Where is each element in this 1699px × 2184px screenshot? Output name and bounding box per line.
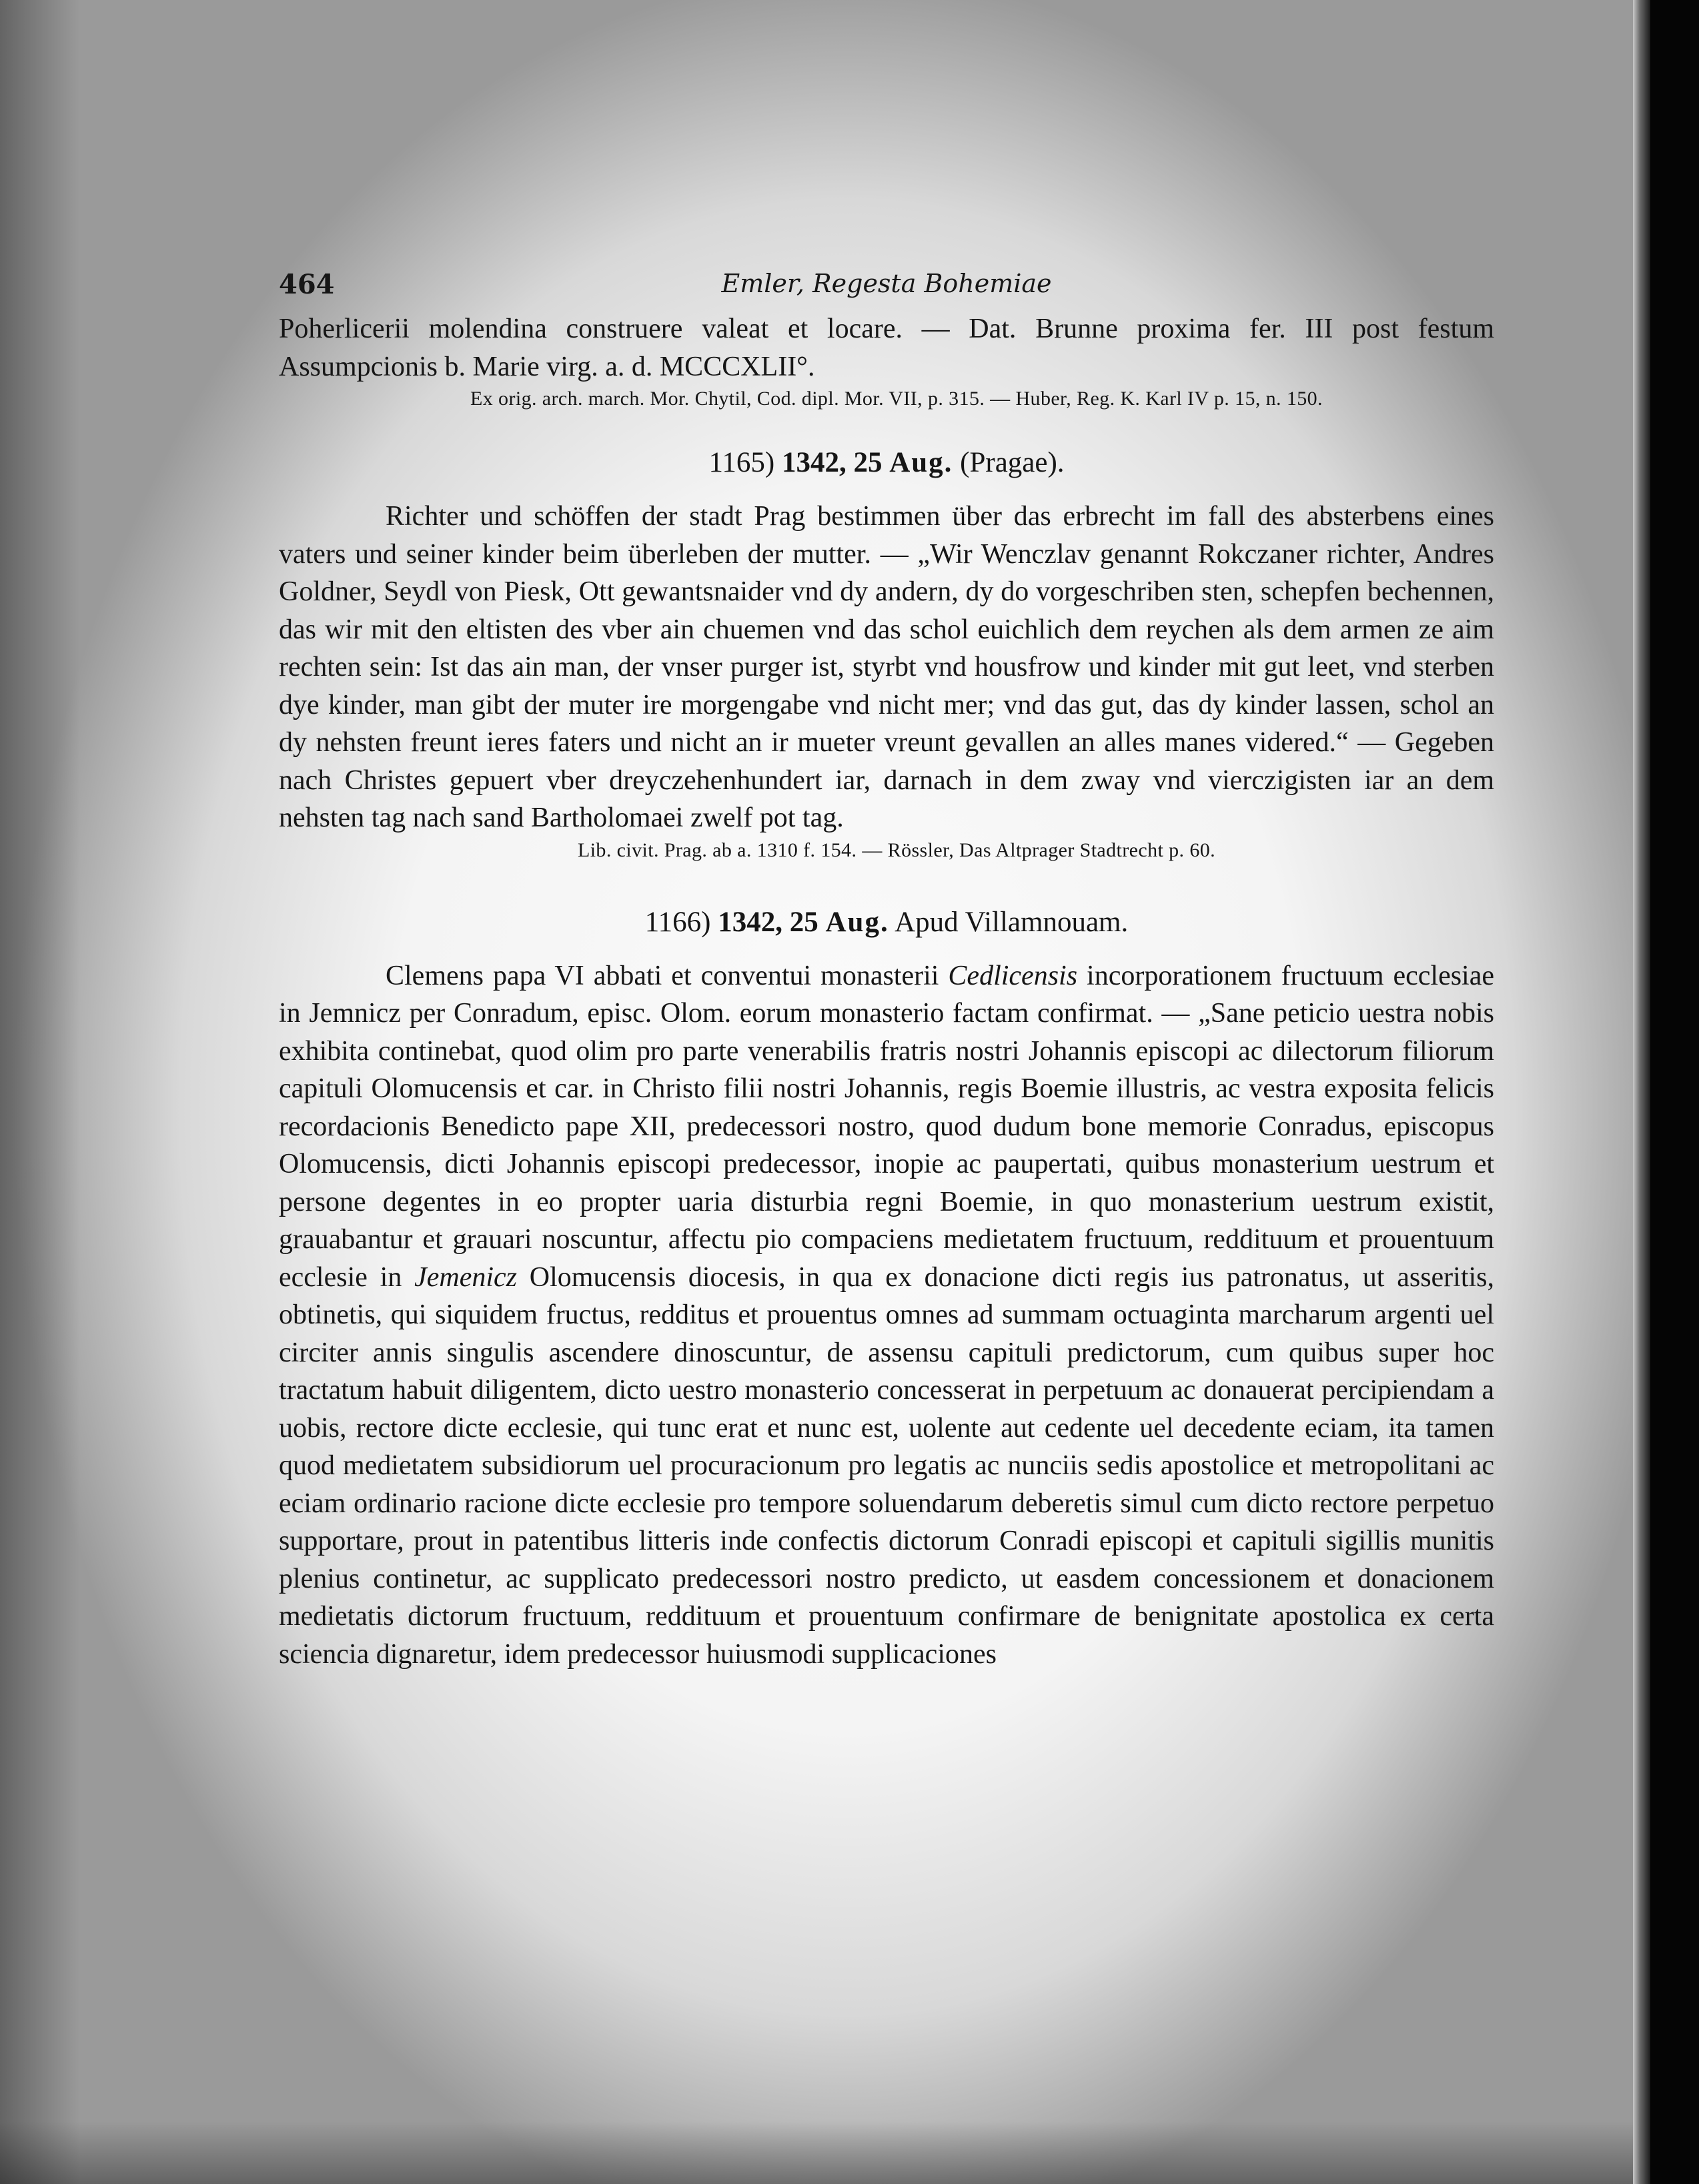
- left-edge-shadow: [0, 0, 80, 2184]
- entry-date: 1342, 25: [781, 447, 883, 478]
- page-number: 464: [279, 269, 335, 300]
- entry-1165-text: Richter und schöffen der stadt Prag bestimmen über das erbrecht im fall des absterbens eines vaters und seiner kinder beim überleben der mutter. — „Wir Wenczlav genannt Rokczaner richter, Andres Goldner, Seydl von Piesk, Ott gewantsnaider vnd dy andern, dy do vorgeschriben sten, schepfen bechennen, das wir mit den eltisten des vber ain chuemen vnd das schol euichlich dem reychen als dem armen ze aim rechten sein: Ist das ain man, der vnser purger ist, styrbt vnd housfrow und kinder mit gut leet, vnd sterben dye kinder, man gibt der muter ire morgengabe vnd nicht mer; vnd das gut, das dy kinder lassen, schol an dy nehsten freunt ieres faters und nicht an ir mueter vreunt gevallen an alles manes videred.“ — Gegeben nach Christes gepuert vber dreyczehenhundert iar, darnach in dem zway vnd vierczigisten iar an dem nehsten tag nach sand Bartholomaei zwelf pot tag.: [279, 501, 1494, 833]
- page-content: [279, 263, 1494, 1673]
- entry-1166-heading: [279, 903, 1494, 943]
- entry-month: Aug.: [825, 906, 889, 938]
- entry-month: Aug.: [889, 447, 953, 478]
- page-header: [279, 263, 1494, 310]
- italic-place-name: Jemenicz: [414, 1261, 518, 1293]
- entry-place: Apud Villamnouam.: [895, 906, 1129, 938]
- spacer: [279, 412, 1494, 443]
- running-title: Emler, Regesta Bohemiae: [721, 269, 1052, 298]
- text-segment: Clemens papa VI abbati et conventui monasterii: [386, 960, 939, 991]
- entry-number: 1165): [708, 447, 775, 478]
- entry-number: 1166): [644, 906, 711, 938]
- entry-1165-source-note: Lib. civit. Prag. ab a. 1310 f. 154. — Rössler, Das Altprager Stadtrecht p. 60.: [577, 839, 1216, 861]
- bottom-edge-shadow: [0, 2121, 1650, 2184]
- page-gutter-edge: [1633, 0, 1650, 2184]
- scan-border: [1650, 0, 1699, 2184]
- italic-place-name: Cedlicensis: [948, 960, 1078, 991]
- entry-1166-text: [279, 957, 1494, 1674]
- entry-place: (Pragae).: [960, 447, 1065, 478]
- entry-date: 1342, 25: [718, 906, 818, 938]
- carryover-source-note: Ex orig. arch. march. Mor. Chytil, Cod. dipl. Mor. VII, p. 315. — Huber, Reg. K. Karl IV p. 15, n. 150.: [470, 388, 1323, 410]
- text-segment: Olomucensis diocesis, in qua ex donacione dicti regis ius patronatus, ut asseritis, obtinetis, qui siquidem fructus, redditus et prouentus omnes ad summam octuaginta marcharum argenti uel circiter annis singulis ascendere dinoscuntur, de assensu capituli predictorum, cum quibus super hoc tractatum habuit diligentem, dicto uestro monasterio concesserat in perpetuum ac donauerat percipiendam a uobis, rectore dicte ecclesie, qui tunc erat et nunc est, uolente aut cedente uel decedente eciam, ita tamen quod medietatem subsidiorum uel procuracionum pro legatis ac nunciis sedis apostolice et metropolitani ac eciam ordinario racione dicte ecclesie pro tempore soluendarum deberetis simul cum dicto rectore perpetuo supportare, prout in patentibus litteris inde confectis dictorum Conradi episcopi et capituli sigillis munitis plenius continetur, ac supplicato predecessori nostro predicto, ut easdem concessionem et donacionem medietatis dictorum fructuum, reddituum et prouentuum confirmare de benignitate apostolica ex certa sciencia dignaretur, idem predecessor huiusmodi supplicaciones: [279, 1261, 1495, 1670]
- entry-1165-heading: [279, 443, 1494, 483]
- carryover-paragraph: Poherlicerii molendina construere valeat et locare. — Dat. Brunne proxima fer. III post festum Assumpcionis b. Marie virg. a. d. MCCCXLII°.: [279, 314, 1494, 382]
- spacer: [279, 864, 1494, 903]
- text-segment: incorporationem fructuum ecclesiae in Jemnicz per Conradum, episc. Olom. eorum monasterio factam confirmat. — „Sane peticio uestra nobis exhibita continebat, quod olim pro parte venerabilis fratris nostri Johannis episcopi ac dilectorum filiorum capituli Olomucensis et car. in Christo filii nostri Johannis, regis Boemie illustris, ac vestra exposita felicis recordacionis Benedicto pape XII, predecessori nostro, quod dudum bone memorie Conradus, episcopus Olomucensis, dicti Johannis episcopi predecessor, inopie ac paupertati, quibus monasterium uestrum et persone degentes in eo propter uaria disturbia regni Boemie, in quo monasterium uestrum existit, grauabantur et grauari noscuntur, affectu pio compaciens medietatem fructuum, reddituum et prouentuum ecclesie in: [279, 960, 1495, 1293]
